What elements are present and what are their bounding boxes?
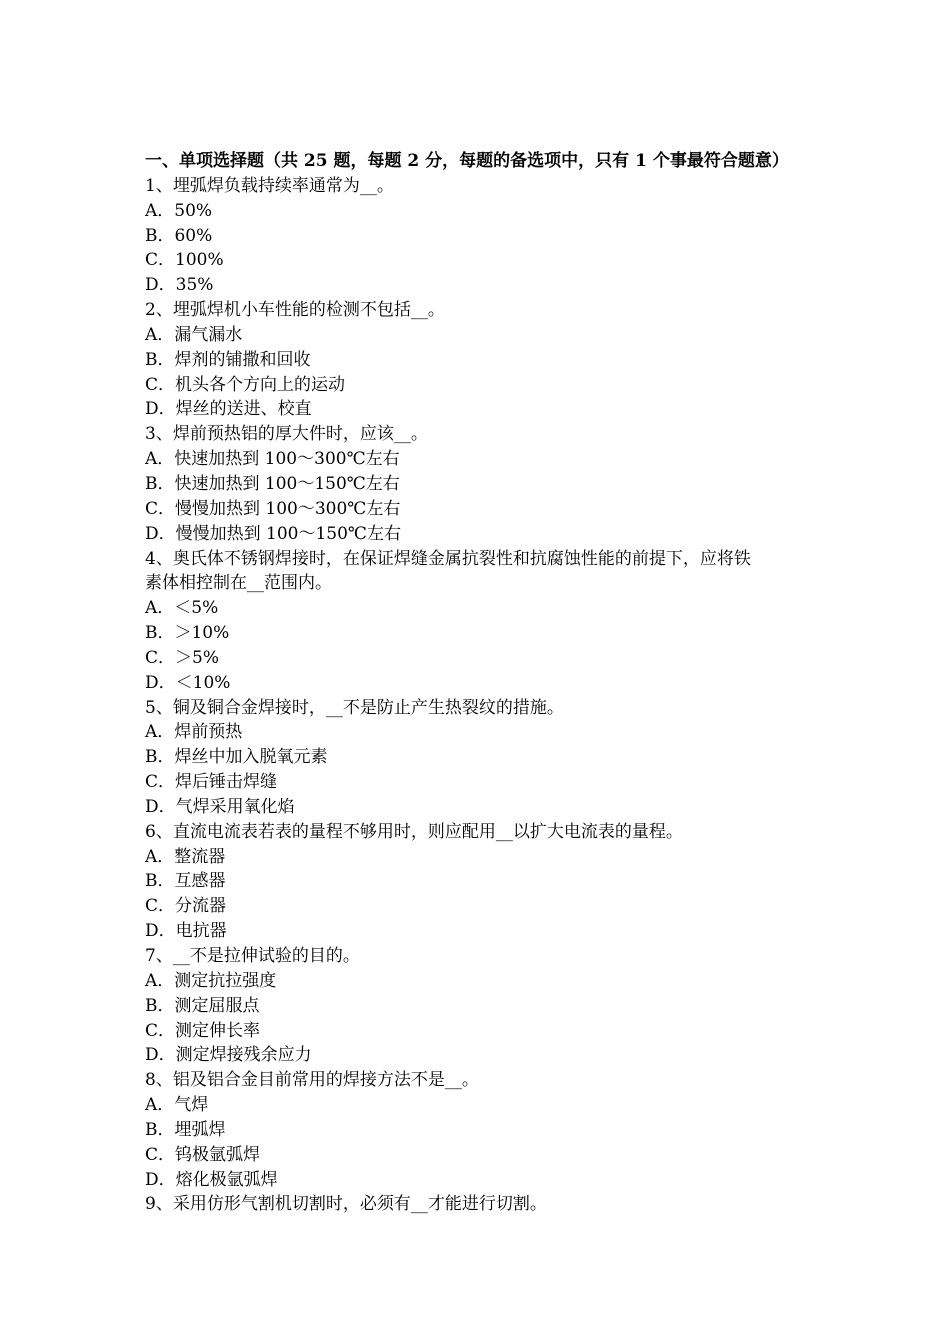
question-stem: 5、铜及铜合金焊接时，__不是防止产生热裂纹的措施。: [145, 697, 564, 718]
option-b: B．测定屈服点: [145, 995, 260, 1016]
option-b: B．＞10%: [145, 623, 230, 644]
option-c: C．焊后锤击焊缝: [145, 772, 278, 793]
option-d: D．＜10%: [145, 672, 231, 693]
question-3: [145, 422, 825, 546]
question-1: [145, 174, 825, 298]
option-d: D．35%: [145, 275, 214, 296]
option-b: B．快速加热到 100～150℃左右: [145, 473, 400, 494]
question-stem: 2、埋弧焊机小车性能的检测不包括__。: [145, 300, 445, 321]
option-c: C．测定伸长率: [145, 1020, 261, 1041]
question-stem: 7、__不是拉伸试验的目的。: [145, 946, 360, 966]
question-stem: 3、焊前预热铝的厚大件时，应该__。: [145, 424, 428, 445]
question-7: [145, 944, 825, 1068]
question-9: [145, 1192, 825, 1217]
option-d: D．测定焊接残余应力: [145, 1045, 312, 1066]
option-a: A．漏气漏水: [145, 324, 243, 345]
option-c: C．慢慢加热到 100～300℃左右: [145, 498, 401, 519]
question-2: [145, 298, 825, 422]
question-5: [145, 696, 825, 820]
question-stem-line-2: 素体相控制在__范围内。: [145, 573, 332, 594]
option-c: C．100%: [145, 250, 224, 271]
option-a: A．整流器: [145, 846, 226, 867]
question-6: [145, 820, 825, 944]
option-c: C．机头各个方向上的运动: [145, 374, 346, 395]
option-d: D．气焊采用氧化焰: [145, 796, 295, 817]
option-d: D．焊丝的送进、校直: [145, 399, 312, 420]
option-b: B．60%: [145, 225, 213, 246]
option-d: D．熔化极氩弧焊: [145, 1169, 278, 1190]
section-title: 一、单项选择题（共 25 题，每题 2 分，每题的备选项中，只有 1 个事最符合题意）: [145, 151, 789, 171]
option-a: A．＜5%: [145, 598, 219, 619]
option-d: D．慢慢加热到 100～150℃左右: [145, 523, 401, 544]
option-c: C．钨极氩弧焊: [145, 1144, 261, 1165]
option-b: B．焊丝中加入脱氧元素: [145, 747, 328, 768]
option-b: B．埋弧焊: [145, 1119, 226, 1140]
question-stem: 8、铝及铝合金目前常用的焊接方法不是__。: [145, 1070, 479, 1091]
question-4: [145, 547, 825, 696]
option-a: A．焊前预热: [145, 722, 243, 743]
question-stem: 1、埋弧焊负载持续率通常为__。: [145, 175, 394, 196]
document-page: [145, 149, 825, 1217]
option-a: A．测定抗拉强度: [145, 970, 277, 991]
option-c: C．＞5%: [145, 647, 219, 668]
option-b: B．焊剂的铺撒和回收: [145, 349, 311, 370]
option-a: A．50%: [145, 200, 213, 221]
question-stem: 6、直流电流表若表的量程不够用时，则应配用__以扩大电流表的量程。: [145, 821, 683, 842]
question-stem: 9、采用仿形气割机切割时，必须有__才能进行切割。: [145, 1194, 547, 1215]
option-a: A．气焊: [145, 1095, 209, 1116]
option-c: C．分流器: [145, 896, 227, 917]
option-d: D．电抗器: [145, 921, 227, 942]
question-stem-line-1: 4、奥氏体不锈钢焊接时，在保证焊缝金属抗裂性和抗腐蚀性能的前提下，应将铁: [145, 548, 751, 569]
option-b: B．互感器: [145, 871, 226, 892]
option-a: A．快速加热到 100～300℃左右: [145, 449, 400, 470]
question-8: [145, 1068, 825, 1192]
